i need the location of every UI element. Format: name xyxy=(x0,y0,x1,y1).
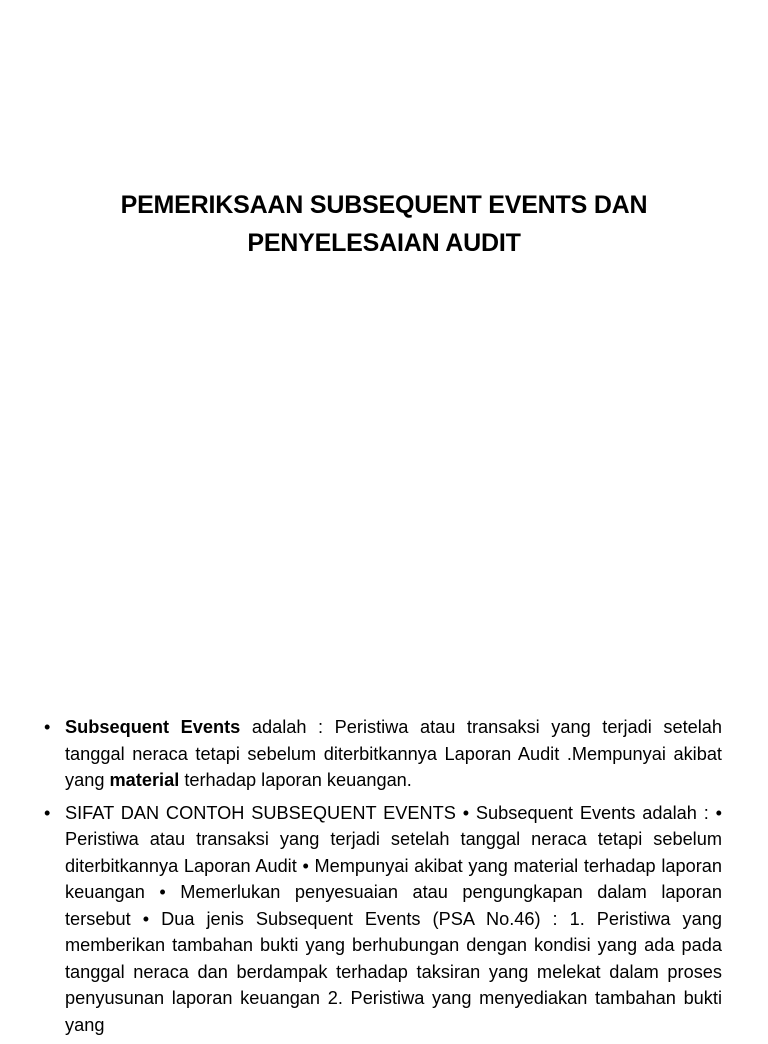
term-material: material xyxy=(109,770,180,790)
bullet-item-nature-examples xyxy=(44,800,722,1039)
bullet-icon: • xyxy=(44,802,51,823)
page-title xyxy=(60,186,708,262)
bullet-list xyxy=(44,714,722,1044)
title-line-2: PENYELESAIAN AUDIT xyxy=(247,229,521,257)
title-line-1: PEMERIKSAAN SUBSEQUENT EVENTS DAN xyxy=(120,191,648,219)
definition-text: adalah : Peristiwa atau transaksi yang terjadi setelah tanggal neraca tetapi sebelum diterbitkannya Laporan Audit .Mempunyai akibat yang xyxy=(65,717,723,790)
definition-text-end: terhadap laporan keuangan. xyxy=(179,770,412,790)
term-subsequent-events: Subsequent Events xyxy=(65,717,241,737)
bullet-item-definition xyxy=(44,714,722,794)
bullet-icon: • xyxy=(44,717,51,737)
nature-examples-text: SIFAT DAN CONTOH SUBSEQUENT EVENTS • Subsequent Events adalah : • Peristiwa atau transaksi yang terjadi setelah tanggal neraca tetapi sebelum diterbitkannya Laporan Audit • Mempunyai akibat yang material terhadap laporan keuangan • Memerlukan penyesuaian atau pengungkapan dalam laporan tersebut • Dua jenis Subsequent Events (PSA No.46) : 1. Peristiwa yang memberikan tambahan bukti yang berhubungan dengan kondisi yang ada pada tanggal neraca dan berdampak terhadap taksiran yang melekat dalam proses penyusunan laporan keuangan 2. Peristiwa yang menyediakan tambahan bukti yang xyxy=(65,802,722,1035)
